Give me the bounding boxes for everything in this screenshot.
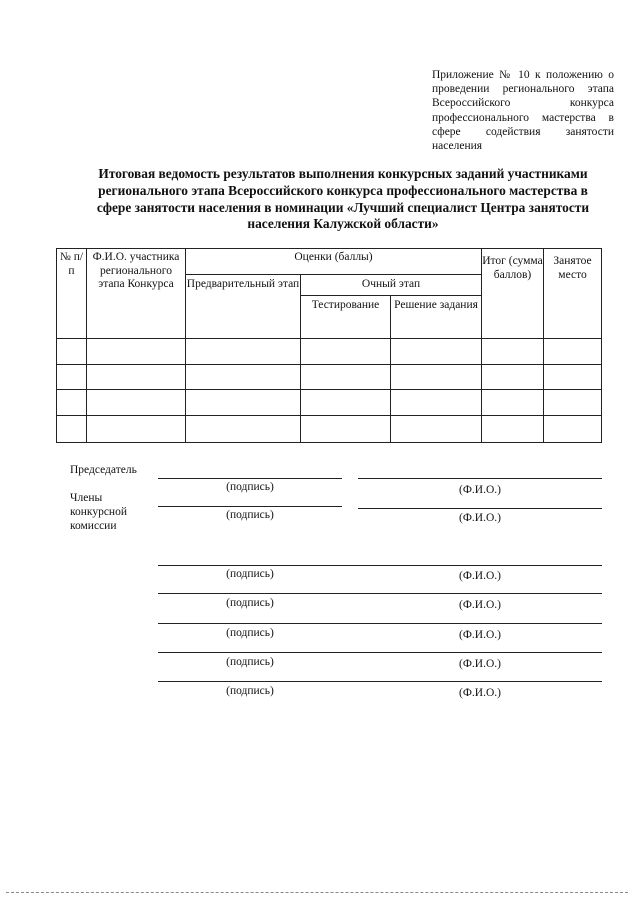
table-cell bbox=[186, 390, 301, 416]
name-line bbox=[358, 478, 602, 479]
table-cell bbox=[301, 339, 391, 365]
table-cell bbox=[87, 339, 186, 365]
signature-caption: (подпись) bbox=[226, 597, 274, 609]
table-cell bbox=[544, 416, 602, 443]
table-cell bbox=[301, 365, 391, 390]
table-cell bbox=[57, 390, 87, 416]
signature-caption: (подпись) bbox=[226, 481, 274, 493]
table-cell bbox=[57, 416, 87, 443]
document-title: Итоговая ведомость результатов выполнения конкурсных заданий участниками регионального этапа Всероссийского конкурса профессионального мастерства в сфере занятости населения в номинации «Лучший специалист Центра занятости населения Калужской области» bbox=[96, 166, 590, 232]
table-row bbox=[57, 416, 602, 443]
table-cell bbox=[87, 365, 186, 390]
table-cell bbox=[482, 390, 544, 416]
header-number: № п/п bbox=[57, 249, 87, 339]
name-caption: (Ф.И.О.) bbox=[459, 570, 501, 582]
table-row bbox=[57, 339, 602, 365]
signature-line bbox=[158, 652, 602, 653]
signature-caption: (подпись) bbox=[226, 685, 274, 697]
table-cell bbox=[482, 416, 544, 443]
chairman-label: Председатель bbox=[70, 464, 137, 476]
table-cell bbox=[544, 365, 602, 390]
signature-caption: (подпись) bbox=[226, 656, 274, 668]
table-cell bbox=[544, 390, 602, 416]
signature-line bbox=[158, 478, 342, 479]
name-caption: (Ф.И.О.) bbox=[459, 658, 501, 670]
header-total: Итог (сумма баллов) bbox=[482, 249, 544, 339]
members-label: Члены конкурсной комиссии bbox=[70, 492, 127, 532]
header-fio: Ф.И.О. участника регионального этапа Конкурса bbox=[87, 249, 186, 339]
table-cell bbox=[391, 390, 482, 416]
signature-caption: (подпись) bbox=[226, 509, 274, 521]
table-cell bbox=[301, 390, 391, 416]
signature-line bbox=[158, 506, 342, 507]
signature-line bbox=[158, 565, 602, 566]
table-cell bbox=[391, 416, 482, 443]
table-cell bbox=[482, 339, 544, 365]
table-cell bbox=[391, 365, 482, 390]
header-place: Занятое место bbox=[544, 249, 602, 339]
name-caption: (Ф.И.О.) bbox=[459, 484, 501, 496]
name-caption: (Ф.И.О.) bbox=[459, 687, 501, 699]
table-cell bbox=[87, 390, 186, 416]
header-preliminary: Предварительный этап bbox=[186, 275, 301, 339]
signature-line bbox=[158, 623, 602, 624]
table-row bbox=[57, 365, 602, 390]
table-cell bbox=[391, 339, 482, 365]
page-bottom-divider bbox=[6, 892, 628, 893]
name-caption: (Ф.И.О.) bbox=[459, 512, 501, 524]
table-cell bbox=[186, 339, 301, 365]
header-scores: Оценки (баллы) bbox=[186, 249, 482, 275]
table-cell bbox=[482, 365, 544, 390]
name-line bbox=[358, 508, 602, 509]
name-caption: (Ф.И.О.) bbox=[459, 599, 501, 611]
signature-caption: (подпись) bbox=[226, 627, 274, 639]
table-row bbox=[57, 390, 602, 416]
table-cell bbox=[57, 365, 87, 390]
table-cell bbox=[186, 416, 301, 443]
signature-line bbox=[158, 593, 602, 594]
table-cell bbox=[301, 416, 391, 443]
appendix-note: Приложение № 10 к положению о проведении регионального этапа Всероссийского конкурса профессионального мастерства в сфере содействия занятости населения bbox=[432, 69, 614, 153]
name-caption: (Ф.И.О.) bbox=[459, 629, 501, 641]
table-cell bbox=[87, 416, 186, 443]
header-testing: Тестирование bbox=[301, 296, 391, 339]
table-cell bbox=[544, 339, 602, 365]
header-task: Решение задания bbox=[391, 296, 482, 339]
signature-caption: (подпись) bbox=[226, 568, 274, 580]
signature-line bbox=[158, 681, 602, 682]
results-table bbox=[56, 248, 602, 443]
table-cell bbox=[186, 365, 301, 390]
header-fulltime: Очный этап bbox=[301, 275, 482, 296]
table-cell bbox=[57, 339, 87, 365]
